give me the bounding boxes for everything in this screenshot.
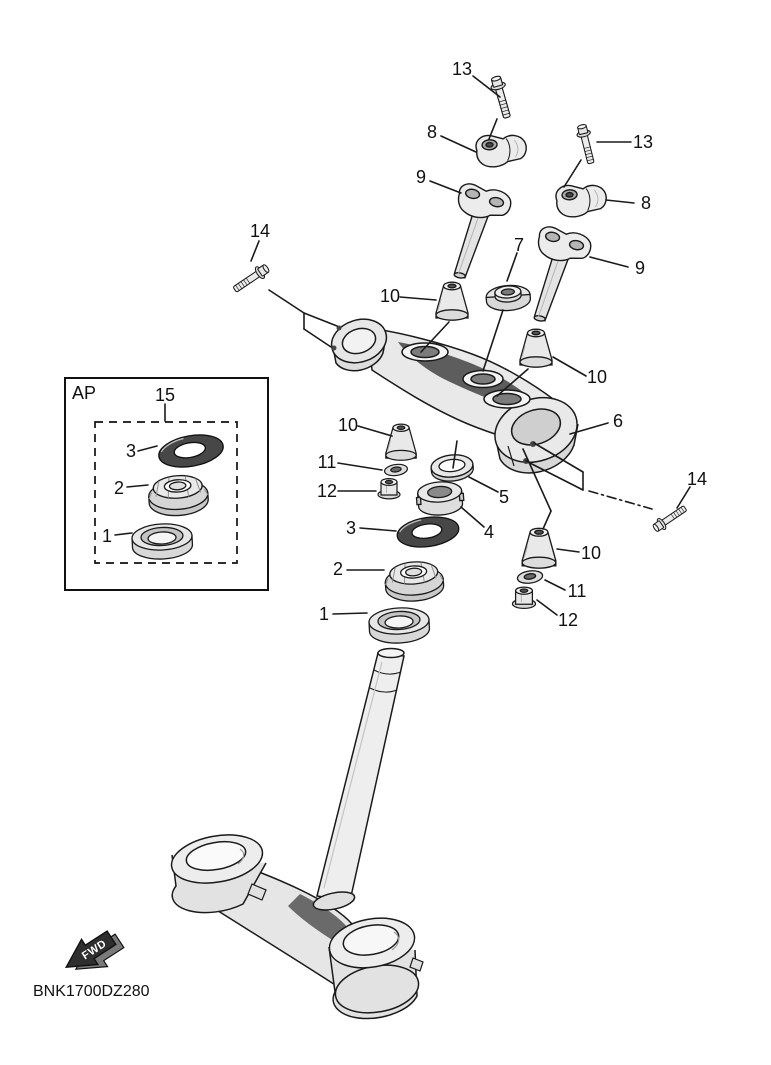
callout-3: 3 <box>125 441 137 461</box>
leader-line <box>469 477 498 492</box>
callout-1: 1 <box>101 526 113 546</box>
seal-washer-3-main <box>395 513 460 550</box>
callout-2: 2 <box>113 478 125 498</box>
callout-9: 9 <box>415 167 427 187</box>
callout-12: 12 <box>557 610 579 630</box>
callout-10: 10 <box>337 415 359 435</box>
collar-7 <box>485 284 531 312</box>
leader-line <box>483 310 503 371</box>
steering-ring-nut-4 <box>416 480 465 516</box>
leader-line <box>507 253 517 281</box>
callout-7: 7 <box>513 235 525 255</box>
leader-line <box>304 313 337 326</box>
callout-13: 13 <box>451 59 473 79</box>
callout-14: 14 <box>249 221 271 241</box>
leader-line <box>358 426 392 436</box>
handlebar-lower-holder-9-right <box>525 225 593 327</box>
hex-bolt-14-right <box>651 503 689 534</box>
flange-bolt-13-left <box>488 75 514 120</box>
leader-line <box>338 463 382 470</box>
upper-bearing-2-main <box>384 560 445 603</box>
callout-12: 12 <box>316 481 338 501</box>
leader-line <box>537 600 557 615</box>
lower-triple-clamp-with-stem <box>168 649 423 1019</box>
leader-line <box>441 136 476 152</box>
leader-line <box>545 580 565 590</box>
handlebar-upper-holder-8-right <box>555 183 607 218</box>
leader-line <box>304 329 331 347</box>
callout-8: 8 <box>426 122 438 142</box>
leader-line <box>138 446 157 451</box>
leader-line <box>553 357 586 376</box>
bearing-2-ap <box>147 474 209 518</box>
leader-line <box>564 160 581 187</box>
flange-nut-12-left <box>378 479 400 499</box>
leader-line <box>677 487 690 508</box>
callout-8: 8 <box>640 193 652 213</box>
damper-10-upper-left <box>436 282 468 320</box>
washer-11-left <box>384 463 408 477</box>
leader-line <box>269 290 304 313</box>
callout-11: 11 <box>567 581 587 601</box>
handlebar-lower-holder-9-left <box>445 182 513 284</box>
leader-line <box>461 507 484 527</box>
damper-10-lower-right <box>522 528 556 568</box>
callout-13: 13 <box>632 132 654 152</box>
fwd-badge <box>58 922 128 985</box>
callout-11: 11 <box>317 452 337 472</box>
leader-line <box>127 485 148 487</box>
callout-10: 10 <box>379 286 401 306</box>
leader-line <box>606 200 634 203</box>
handlebar-upper-holder-8-left <box>475 133 527 168</box>
bearing-race-1-ap <box>131 522 193 560</box>
damper-10-upper-right <box>520 329 552 367</box>
callout-4: 4 <box>483 522 495 542</box>
callout-6: 6 <box>612 411 624 431</box>
bearing-race-1-main <box>368 606 430 644</box>
callout-3: 3 <box>345 518 357 538</box>
callout-2: 2 <box>332 559 344 579</box>
leader-line <box>115 533 132 535</box>
leader-line <box>360 528 396 531</box>
leader-line <box>400 297 436 300</box>
callout-10: 10 <box>580 543 602 563</box>
callout-9: 9 <box>634 258 646 278</box>
callout-15: 15 <box>154 385 176 405</box>
callout-14: 14 <box>686 469 708 489</box>
callout-1: 1 <box>318 604 330 624</box>
parts-layer <box>131 75 688 1019</box>
damper-10-lower-left <box>386 424 416 460</box>
leader-line <box>589 491 652 509</box>
leader-line <box>333 613 367 614</box>
fwd-badge-text: FWD <box>80 937 109 963</box>
leader-line <box>430 181 461 193</box>
hex-bolt-14-left <box>231 262 271 295</box>
flange-bolt-13-right <box>575 123 598 165</box>
ap-inset-label: AP <box>72 383 97 403</box>
washer-11-right <box>517 569 544 585</box>
leader-line <box>557 549 579 552</box>
callout-10: 10 <box>586 367 608 387</box>
flange-nut-12-right <box>512 587 535 608</box>
seal-washer-3-ap <box>156 430 225 471</box>
leader-line <box>543 511 551 529</box>
leader-line <box>251 241 259 261</box>
leader-line <box>590 257 628 267</box>
callout-5: 5 <box>498 487 510 507</box>
drawing-code: BNK1700DZ280 <box>33 983 150 1000</box>
